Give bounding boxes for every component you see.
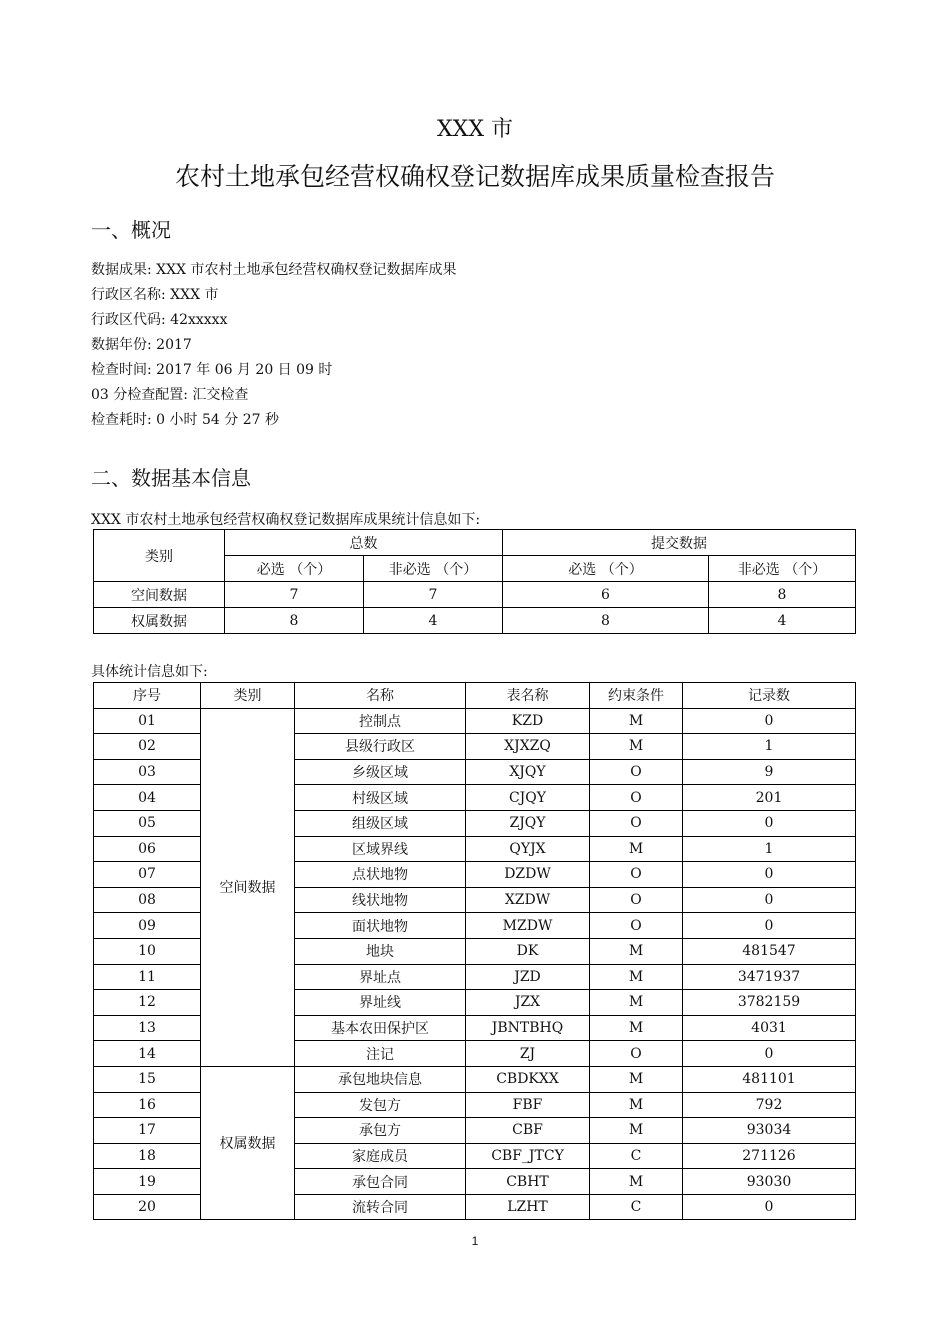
cell-name: 乡级区域 bbox=[295, 759, 466, 785]
cell-constraint: O bbox=[590, 913, 683, 939]
cell-constraint: M bbox=[590, 1092, 683, 1118]
report-city-title: XXX 市 bbox=[437, 117, 513, 142]
cell-no: 19 bbox=[94, 1169, 201, 1195]
cell-name: 界址点 bbox=[295, 964, 466, 990]
cell-submitted-optional: 8 bbox=[709, 582, 856, 608]
cell-no: 04 bbox=[94, 785, 201, 811]
cell-record-count: 93034 bbox=[683, 1118, 856, 1144]
cell-constraint: M bbox=[590, 964, 683, 990]
cell-table-name: XZDW bbox=[466, 887, 590, 913]
cell-total-optional: 4 bbox=[364, 608, 503, 634]
cell-name: 面状地物 bbox=[295, 913, 466, 939]
cell-name: 区域界线 bbox=[295, 836, 466, 862]
cell-no: 11 bbox=[94, 964, 201, 990]
cell-total-required: 7 bbox=[225, 582, 364, 608]
cell-record-count: 201 bbox=[683, 785, 856, 811]
cell-table-name: LZHT bbox=[466, 1194, 590, 1220]
report-title: 农村土地承包经营权确权登记数据库成果质量检查报告 bbox=[174, 162, 775, 191]
cell-record-count: 0 bbox=[683, 708, 856, 734]
info-line: 行政区代码: 42xxxxx bbox=[91, 312, 228, 328]
cell-constraint: C bbox=[590, 1143, 683, 1169]
cell-name: 家庭成员 bbox=[295, 1143, 466, 1169]
overview-info-block bbox=[91, 258, 457, 433]
cell-no: 13 bbox=[94, 1015, 201, 1041]
cell-record-count: 0 bbox=[683, 862, 856, 888]
cell-name: 村级区域 bbox=[295, 785, 466, 811]
cell-record-count: 792 bbox=[683, 1092, 856, 1118]
cell-record-count: 481101 bbox=[683, 1066, 856, 1092]
cell-constraint: M bbox=[590, 708, 683, 734]
cell-table-name: ZJ bbox=[466, 1041, 590, 1067]
info-line: 数据成果: XXX 市农村土地承包经营权确权登记数据库成果 bbox=[91, 262, 457, 278]
cell-no: 06 bbox=[94, 836, 201, 862]
header-category: 类别 bbox=[94, 530, 225, 582]
header-total: 总数 bbox=[225, 530, 503, 556]
table-row bbox=[94, 708, 856, 734]
header-table-name: 表名称 bbox=[466, 683, 590, 709]
table-row bbox=[94, 582, 856, 608]
cell-constraint: M bbox=[590, 1066, 683, 1092]
cell-table-name: JZX bbox=[466, 990, 590, 1016]
cell-name: 组级区域 bbox=[295, 810, 466, 836]
cell-no: 02 bbox=[94, 734, 201, 760]
cell-record-count: 1 bbox=[683, 836, 856, 862]
cell-no: 18 bbox=[94, 1143, 201, 1169]
cell-no: 20 bbox=[94, 1194, 201, 1220]
cell-no: 10 bbox=[94, 938, 201, 964]
info-line: 检查时间: 2017 年 06 月 20 日 09 时 bbox=[91, 362, 333, 378]
cell-no: 07 bbox=[94, 862, 201, 888]
cell-constraint: O bbox=[590, 759, 683, 785]
row-category: 空间数据 bbox=[94, 582, 225, 608]
header-no: 序号 bbox=[94, 683, 201, 709]
cell-no: 05 bbox=[94, 810, 201, 836]
header-category: 类别 bbox=[201, 683, 295, 709]
cell-no: 17 bbox=[94, 1118, 201, 1144]
section-heading-overview: 一、概况 bbox=[91, 218, 171, 242]
table-row bbox=[94, 1066, 856, 1092]
cell-name: 流转合同 bbox=[295, 1194, 466, 1220]
cell-constraint: O bbox=[590, 862, 683, 888]
cell-table-name: CBF_JTCY bbox=[466, 1143, 590, 1169]
cell-name: 注记 bbox=[295, 1041, 466, 1067]
cell-no: 15 bbox=[94, 1066, 201, 1092]
section-heading-basic-info: 二、数据基本信息 bbox=[91, 466, 251, 490]
cell-table-name: DK bbox=[466, 938, 590, 964]
cell-submitted-optional: 4 bbox=[709, 608, 856, 634]
header-total-required: 必选 （个） bbox=[225, 556, 364, 582]
cell-record-count: 0 bbox=[683, 1041, 856, 1067]
cell-constraint: O bbox=[590, 887, 683, 913]
cell-no: 09 bbox=[94, 913, 201, 939]
cell-no: 14 bbox=[94, 1041, 201, 1067]
cell-record-count: 3782159 bbox=[683, 990, 856, 1016]
cell-table-name: MZDW bbox=[466, 913, 590, 939]
cell-table-name: CBHT bbox=[466, 1169, 590, 1195]
cell-submitted-required: 8 bbox=[503, 608, 709, 634]
cell-total-optional: 7 bbox=[364, 582, 503, 608]
header-constraint: 约束条件 bbox=[590, 683, 683, 709]
cell-no: 12 bbox=[94, 990, 201, 1016]
cell-table-name: CJQY bbox=[466, 785, 590, 811]
cell-constraint: O bbox=[590, 1041, 683, 1067]
cell-constraint: M bbox=[590, 1015, 683, 1041]
cell-constraint: M bbox=[590, 836, 683, 862]
cell-record-count: 3471937 bbox=[683, 964, 856, 990]
header-submitted-optional: 非必选 （个） bbox=[709, 556, 856, 582]
cell-name: 控制点 bbox=[295, 708, 466, 734]
cell-constraint: M bbox=[590, 734, 683, 760]
cell-table-name: FBF bbox=[466, 1092, 590, 1118]
summary-table bbox=[93, 529, 856, 634]
cell-name: 发包方 bbox=[295, 1092, 466, 1118]
header-submitted-required: 必选 （个） bbox=[503, 556, 709, 582]
cell-table-name: JBNTBHQ bbox=[466, 1015, 590, 1041]
cell-constraint: M bbox=[590, 1118, 683, 1144]
cell-no: 16 bbox=[94, 1092, 201, 1118]
cell-table-name: XJQY bbox=[466, 759, 590, 785]
cell-name: 地块 bbox=[295, 938, 466, 964]
page-number: 1 bbox=[471, 1234, 479, 1248]
cell-constraint: O bbox=[590, 810, 683, 836]
cell-constraint: M bbox=[590, 1169, 683, 1195]
detail-caption: 具体统计信息如下: bbox=[91, 664, 208, 680]
detail-table bbox=[93, 682, 856, 1220]
info-line: 检查耗时: 0 小时 54 分 27 秒 bbox=[91, 412, 279, 428]
cell-table-name: QYJX bbox=[466, 836, 590, 862]
cell-record-count: 0 bbox=[683, 887, 856, 913]
cell-submitted-required: 6 bbox=[503, 582, 709, 608]
cell-group-ownership: 权属数据 bbox=[201, 1066, 295, 1220]
info-line: 数据年份: 2017 bbox=[91, 337, 192, 353]
cell-no: 08 bbox=[94, 887, 201, 913]
cell-table-name: KZD bbox=[466, 708, 590, 734]
cell-name: 县级行政区 bbox=[295, 734, 466, 760]
row-category: 权属数据 bbox=[94, 608, 225, 634]
cell-table-name: CBDKXX bbox=[466, 1066, 590, 1092]
info-line: 行政区名称: XXX 市 bbox=[91, 287, 219, 303]
cell-no: 01 bbox=[94, 708, 201, 734]
cell-table-name: ZJQY bbox=[466, 810, 590, 836]
cell-constraint: M bbox=[590, 938, 683, 964]
cell-constraint: C bbox=[590, 1194, 683, 1220]
cell-constraint: O bbox=[590, 785, 683, 811]
cell-name: 界址线 bbox=[295, 990, 466, 1016]
header-total-optional: 非必选 （个） bbox=[364, 556, 503, 582]
cell-table-name: CBF bbox=[466, 1118, 590, 1144]
cell-record-count: 1 bbox=[683, 734, 856, 760]
cell-name: 承包合同 bbox=[295, 1169, 466, 1195]
header-submitted: 提交数据 bbox=[503, 530, 856, 556]
summary-caption: XXX 市农村土地承包经营权确权登记数据库成果统计信息如下: bbox=[91, 512, 481, 528]
cell-record-count: 93030 bbox=[683, 1169, 856, 1195]
cell-group-spatial: 空间数据 bbox=[201, 708, 295, 1066]
cell-record-count: 0 bbox=[683, 1194, 856, 1220]
cell-name: 线状地物 bbox=[295, 887, 466, 913]
cell-name: 基本农田保护区 bbox=[295, 1015, 466, 1041]
cell-record-count: 4031 bbox=[683, 1015, 856, 1041]
table-row bbox=[94, 608, 856, 634]
cell-name: 承包地块信息 bbox=[295, 1066, 466, 1092]
header-name: 名称 bbox=[295, 683, 466, 709]
cell-name: 点状地物 bbox=[295, 862, 466, 888]
cell-total-required: 8 bbox=[225, 608, 364, 634]
cell-table-name: JZD bbox=[466, 964, 590, 990]
cell-no: 03 bbox=[94, 759, 201, 785]
cell-record-count: 481547 bbox=[683, 938, 856, 964]
cell-constraint: M bbox=[590, 990, 683, 1016]
cell-record-count: 9 bbox=[683, 759, 856, 785]
cell-record-count: 271126 bbox=[683, 1143, 856, 1169]
info-line: 03 分检查配置: 汇交检查 bbox=[91, 387, 249, 403]
cell-table-name: XJXZQ bbox=[466, 734, 590, 760]
cell-name: 承包方 bbox=[295, 1118, 466, 1144]
cell-record-count: 0 bbox=[683, 810, 856, 836]
header-record-count: 记录数 bbox=[683, 683, 856, 709]
cell-table-name: DZDW bbox=[466, 862, 590, 888]
cell-record-count: 0 bbox=[683, 913, 856, 939]
